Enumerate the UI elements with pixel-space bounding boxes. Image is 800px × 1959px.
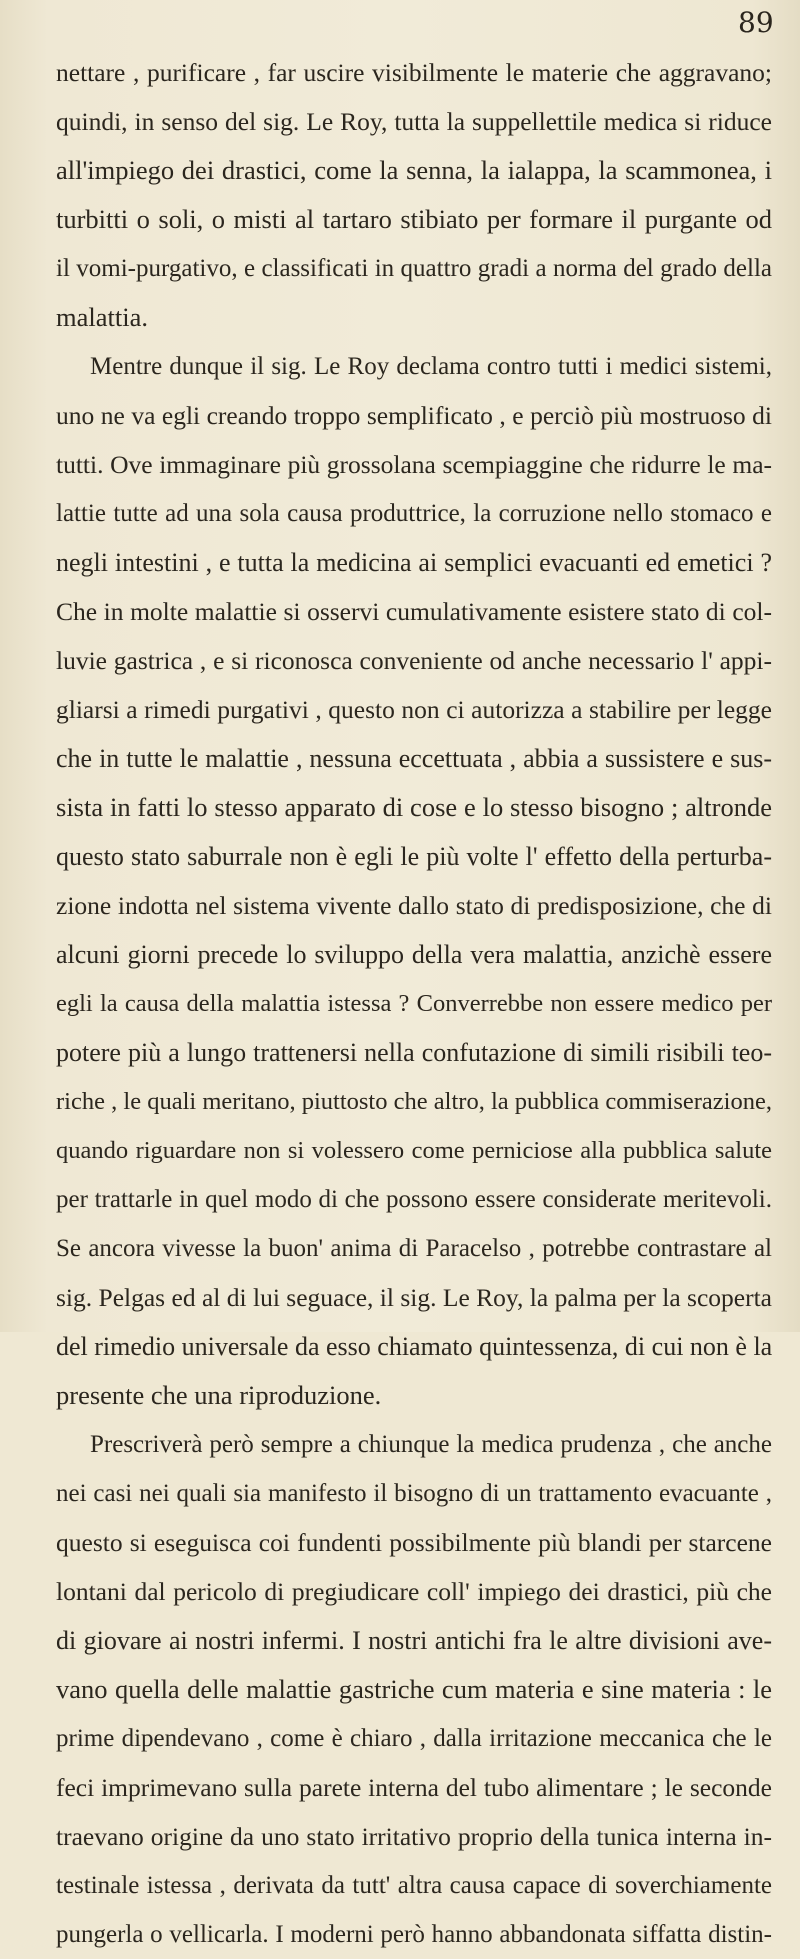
text-line-10: lattie tutte ad una sola causa produttrice, la corruzione nello stomaco e <box>56 500 772 527</box>
text-line-15: che in tutte le malattie , nessuna eccettuata , abbia a sussistere e sus- <box>56 744 772 773</box>
text-line-35: prime dipendevano , come è chiaro , dalla irritazione meccanica che le <box>56 1725 772 1752</box>
text-line-12: Che in molte malattie si osservi cumulativamente esistere stato di col- <box>56 597 772 626</box>
text-line-30: nei casi nei quali sia manifesto il bisogno di un trattamento evacuante , <box>56 1480 772 1507</box>
text-line-4: turbitti o soli, o misti al tartaro stibiato per formare il purgante od <box>56 204 772 234</box>
text-line-39: pungerla o vellicarla. I moderni però hanno abbandonata siffatta distin- <box>56 1921 772 1948</box>
text-line-34: vano quella delle malattie gastriche cum materia e sine materia : le <box>56 1674 772 1704</box>
text-line-33: di giovare ai nostri infermi. I nostri antichi fra le altre divisioni ave- <box>56 1626 772 1655</box>
text-line-1: nettare , purificare , far uscire visibilmente le materie che aggravano; <box>56 58 772 87</box>
text-line-19: alcuni giorni precede lo sviluppo della vera malattia, anzichè essere <box>56 940 772 969</box>
text-line-27: del rimedio universale da esso chiamato quintessenza, di cui non è la <box>56 1332 772 1361</box>
text-line-36: feci imprimevano sulla parete interna del tubo alimentare ; le seconde <box>56 1773 772 1802</box>
text-line-16: sista in fatti lo stesso apparato di cose e lo stesso bisogno ; altronde <box>56 792 772 822</box>
text-line-5: il vomi-purgativo, e classificati in quattro gradi a norma del grado della <box>56 255 772 282</box>
text-line-37: traevano origine da uno stato irritativo proprio della tunica interna in- <box>56 1822 772 1851</box>
text-line-17: questo stato saburrale non è egli le più volte l' effetto della perturba- <box>56 842 772 871</box>
text-line-13: luvie gastrica , e si riconosca conveniente od anche necessario l' appi- <box>56 646 772 675</box>
text-line-8: uno ne va egli creando troppo semplificato , e perciò più mostruoso di <box>56 401 772 430</box>
text-line-9: tutti. Ove immaginare più grossolana scempiaggine che ridurre le ma- <box>56 450 772 479</box>
text-line-14: gliarsi a rimedi purgativi , questo non ci autorizza a stabilire per legge <box>56 695 772 724</box>
text-line-11: negli intestini , e tutta la medicina ai semplici evacuanti ed emetici ? <box>56 548 772 577</box>
text-line-24: per trattarle in quel modo di che possono essere considerate meritevoli. <box>56 1186 772 1213</box>
page-number: 89 <box>738 6 774 39</box>
text-line-31: questo si eseguisca coi fundenti possibilmente più blandi per starcene <box>56 1528 772 1557</box>
text-line-21: potere più a lungo trattenersi nella confutazione di simili risibili teo- <box>56 1038 772 1067</box>
text-line-23: quando riguardare non si volessero come perniciose alla pubblica salute <box>56 1137 772 1164</box>
text-line-6: malattia. <box>56 302 148 332</box>
text-line-2: quindi, in senso del sig. Le Roy, tutta la suppellettile medica si riduce <box>56 107 772 136</box>
text-line-32: lontani dal pericolo di pregiudicare coll' impiego dei drastici, più che <box>56 1577 772 1606</box>
text-line-3: all'impiego dei drastici, come la senna, la ialappa, la scammonea, i <box>56 155 772 185</box>
text-line-29: Prescriverà però sempre a chiunque la medica prudenza , che anche <box>90 1431 772 1458</box>
text-line-38: testinale istessa , derivata da tutt' altra causa capace di soverchiamente <box>56 1872 772 1899</box>
text-line-22: riche , le quali meritano, piuttosto che altro, la pubblica commiserazione, <box>56 1088 772 1115</box>
text-line-25: Se ancora vivesse la buon' anima di Paracelso , potrebbe contrastare al <box>56 1235 772 1262</box>
text-line-18: zione indotta nel sistema vivente dallo stato di predisposizione, che di <box>56 891 772 920</box>
text-line-7: Mentre dunque il sig. Le Roy declama contro tutti i medici sistemi, <box>90 353 772 380</box>
text-line-26: sig. Pelgas ed al di lui seguace, il sig. Le Roy, la palma per la scoperta <box>56 1283 772 1312</box>
text-line-20: egli la causa della malattia istessa ? Converrebbe non essere medico per <box>56 990 772 1017</box>
text-line-28: presente che una riproduzione. <box>56 1380 382 1410</box>
body-text <box>56 48 772 1959</box>
